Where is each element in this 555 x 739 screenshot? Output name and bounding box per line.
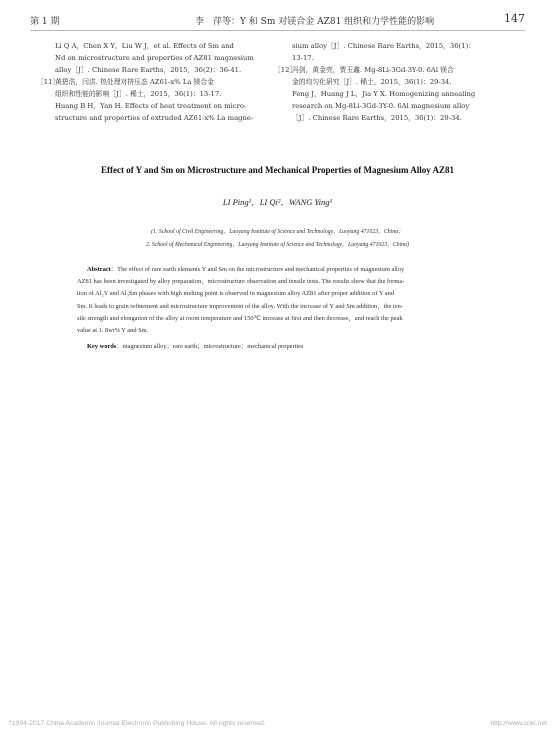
page-footer bbox=[8, 720, 547, 732]
abstract-line: AZ81 has been investigated by alloy preparation，microstructure observation and tensile tests. The results show that the forma- bbox=[77, 278, 405, 286]
reference-line: 13-17. bbox=[292, 54, 314, 62]
reference-line: ［J］. Chinese Rare Earths，2015，36(1)：29-34. bbox=[292, 114, 462, 122]
abstract-line: sile strength and elongation of the alloy at room temperature and 150℃ increase at first and then decrease，and reach the peak bbox=[77, 314, 403, 322]
abstract-label: Abstract bbox=[87, 266, 111, 273]
page-number: 147 bbox=[504, 12, 525, 25]
reference-11-continued bbox=[292, 40, 507, 64]
reference-line: 金的均匀化研究［J］. 稀土，2015，36(1)：29-34. bbox=[292, 78, 452, 86]
reference-line: 冯剑，黄金亮，贾玉鑫. Mg-8Li-3Gd-3Y-0. 6Al 镁合 bbox=[292, 66, 454, 74]
reference-line: Li Q A，Chen X Y，Liu W J，et al. Effects of Sm and bbox=[55, 42, 234, 50]
reference-line: Huang B H，Yan H. Effects of heat treatment on micro- bbox=[55, 102, 247, 110]
reference-10-continued bbox=[55, 40, 280, 76]
keywords-text: ：magnesium alloy；rare earth；microstructure；mechanical properties bbox=[116, 343, 304, 350]
footer-url: http://www.cnki.net bbox=[490, 720, 547, 727]
abstract-text: ：The effect of rare earth elements Y and Sm on the microstructure and mechanical properties of magnesium alloy bbox=[110, 266, 405, 273]
reference-line: research on Mg-8Li-3Gd-3Y-0. 6Al magnesium alloy bbox=[292, 102, 470, 110]
affiliation-2 bbox=[30, 239, 525, 248]
affiliation-text: 2. School of Mechanical Engineering，Luoyang Institute of Science and Technology，Luoyang 471023，China) bbox=[145, 242, 410, 248]
reference-line: Nd on microstructure and properties of AZ81 magnesium bbox=[55, 54, 254, 62]
issue-label: 第 1 期 bbox=[30, 17, 60, 27]
reference-12 bbox=[274, 64, 507, 124]
running-title: 李 萍等：Y 和 Sm 对镁合金 AZ81 组织和力学性能的影响 bbox=[195, 17, 435, 27]
affiliation-1 bbox=[30, 226, 525, 235]
page-header bbox=[30, 12, 525, 28]
abstract-line bbox=[77, 264, 477, 276]
article-title: Effect of Y and Sm on Microstructure and Mechanical Properties of Magnesium Alloy AZ81 bbox=[100, 165, 455, 175]
reference-11 bbox=[37, 76, 280, 124]
references-right-column bbox=[274, 40, 507, 124]
reference-line: sium alloy［J］. Chinese Rare Earths，2015，36(1)： bbox=[292, 42, 476, 50]
abstract-line: Sm. It leads to grain refinement and microstructure improvement of the alloy. With the increase of Y and Sm addition，the ten- bbox=[77, 302, 403, 310]
reference-line: Feng J，Huang J L，Jia Y X. Homogenizing annealing bbox=[292, 90, 476, 98]
keywords-line bbox=[87, 341, 487, 350]
reference-number: ［12］ bbox=[274, 66, 297, 74]
affiliation-text: (1. School of Civil Engineering，Luoyang Institute of Science and Technology，Luoyang 471023，China； bbox=[151, 229, 404, 235]
reference-number: ［11］ bbox=[37, 78, 60, 86]
header-divider bbox=[30, 30, 525, 31]
abstract-line: value at 1. 8wt% Y and Sm. bbox=[77, 327, 149, 335]
reference-line: structure and properties of extruded AZ61-x% La magne- bbox=[55, 114, 254, 122]
reference-line: 组织和性能的影响［J］. 稀土，2015，36(1)：13-17. bbox=[55, 90, 222, 98]
article-authors: LI Ping¹，LI Qi²，WANG Ying¹ bbox=[222, 197, 333, 207]
abstract-block bbox=[77, 264, 477, 337]
abstract-line: tion of Al₂Y and Al₃Sm phases with high melting point is observed in magnesium alloy AZ81 after proper addition of Y and bbox=[77, 290, 395, 298]
reference-line: 黄碧浩，闫洪. 热处理对挤压态 AZ61-x% La 镁合金 bbox=[55, 78, 214, 86]
keywords-label: Key words bbox=[87, 343, 117, 350]
reference-line: alloy［J］. Chinese Rare Earths，2015，36(2)：36-41. bbox=[55, 66, 242, 74]
copyright-notice: ?1994-2017 China Academic Journal Electronic Publishing House. All rights reserved. bbox=[8, 720, 266, 727]
references-left-column bbox=[37, 40, 280, 124]
